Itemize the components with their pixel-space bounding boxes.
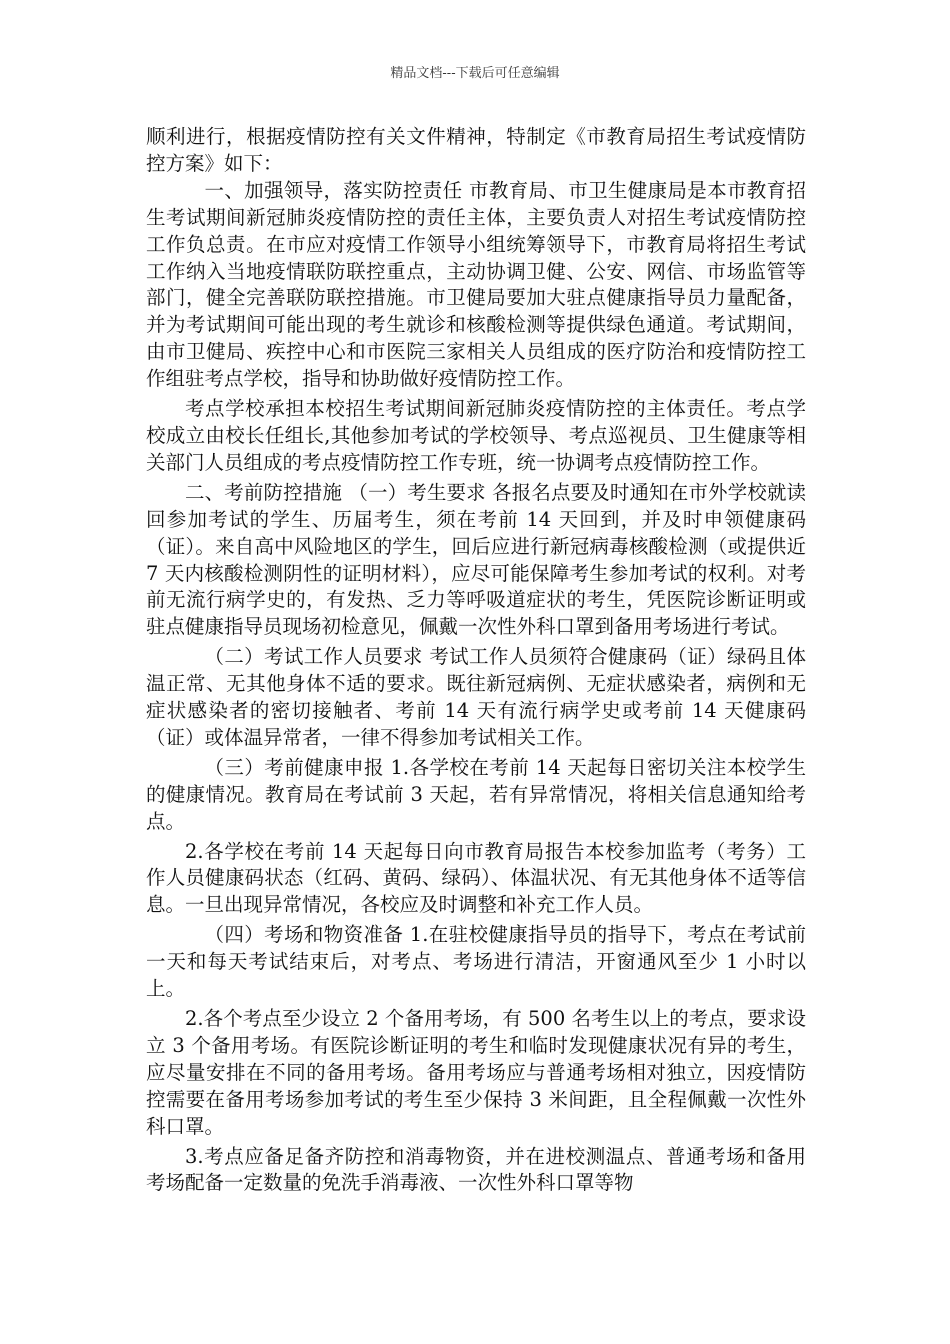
page-header: 精品文档---下载后可任意编辑 xyxy=(390,66,560,81)
paragraph-health-declaration: （三）考前健康申报 1.各学校在考前 14 天起每日密切关注本校学生的健康情况。教育局在考试前 3 天起，若有异常情况，将相关信息通知给考点。 xyxy=(146,755,806,833)
paragraph-staff-requirements: （二）考试工作人员要求 考试工作人员须符合健康码（证）绿码且体温正常、无其他身体不适的要求。既往新冠病例、无症状感染者，病例和无症状感染者的密切接触者、考前 14 天有流行病学史或考前 14 天健康码（证）或体温异常者，一律不得参加考试相关工作。 xyxy=(146,645,806,749)
paragraph-exam-site-responsibility: 考点学校承担本校招生考试期间新冠肺炎疫情防控的主体责任。考点学校成立由校长任组长,其他参加考试的学校领导、考点巡视员、卫生健康等相关部门人员组成的考点疫情防控工作专班，统一协调考点疫情防控工作。 xyxy=(146,397,806,474)
paragraph-staff-reporting: 2.各学校在考前 14 天起每日向市教育局报告本校参加监考（考务）工作人员健康码状态（红码、黄码、绿码）、体温状况、有无其他身体不适等信息。一旦出现异常情况，各校应及时调整和补充工作人员。 xyxy=(146,839,806,917)
paragraph-intro: 顺利进行，根据疫情防控有关文件精神，特制定《市教育局招生考试疫情防控方案》如下： xyxy=(146,125,806,175)
document-body xyxy=(146,124,806,1197)
paragraph-section-1: 一、加强领导，落实防控责任 市教育局、市卫生健康局是本市教育招生考试期间新冠肺炎疫情防控的责任主体，主要负责人对招生考试疫情防控工作负总责。在市应对疫情工作领导小组统筹领导下，市教育局将招生考试工作纳入当地疫情联防联控重点，主动协调卫健、公安、网信、市场监管等部门，健全完善联防联控措施。市卫健局要加大驻点健康指导员力量配备，并为考试期间可能出现的考生就诊和核酸检测等提供绿色通道。考试期间，由市卫健局、疾控中心和市医院三家相关人员组成的医疗防治和疫情防控工作组驻考点学校，指导和协助做好疫情防控工作。 xyxy=(146,178,806,391)
paragraph-section-2-candidates: 二、考前防控措施 （一）考生要求 各报名点要及时通知在市外学校就读回参加考试的学生、历届考生，须在考前 14 天回到，并及时申领健康码（证）。来自高中风险地区的学生，回后应进行新冠病毒核酸检测（或提供近 7 天内核酸检测阴性的证明材料），应尽可能保障考生参加考试的权利。对考前无流行病学史的，有发热、乏力等呼吸道症状的考生，凭医院诊断证明或驻点健康指导员现场初检意见，佩戴一次性外科口罩到备用考场进行考试。 xyxy=(146,480,806,639)
paragraph-supplies: 3.考点应备足备齐防控和消毒物资，并在进校测温点、普通考场和备用考场配备一定数量的免洗手消毒液、一次性外科口罩等物 xyxy=(146,1144,806,1195)
paragraph-backup-rooms: 2.各个考点至少设立 2 个备用考场，有 500 名考生以上的考点，要求设立 3 个备用考场。有医院诊断证明的考生和临时发现健康状况有异的考生，应尽量安排在不同的备用考场。备用考场应与普通考场相对独立，因疫情防控需要在备用考场参加考试的考生至少保持 3 米间距，且全程佩戴一次性外科口罩。 xyxy=(146,1007,806,1138)
paragraph-venue-preparation: （四）考场和物资准备 1.在驻校健康指导员的指导下，考点在考试前一天和每天考试结束后，对考点、考场进行清洁，开窗通风至少 1 小时以上。 xyxy=(146,923,806,1001)
